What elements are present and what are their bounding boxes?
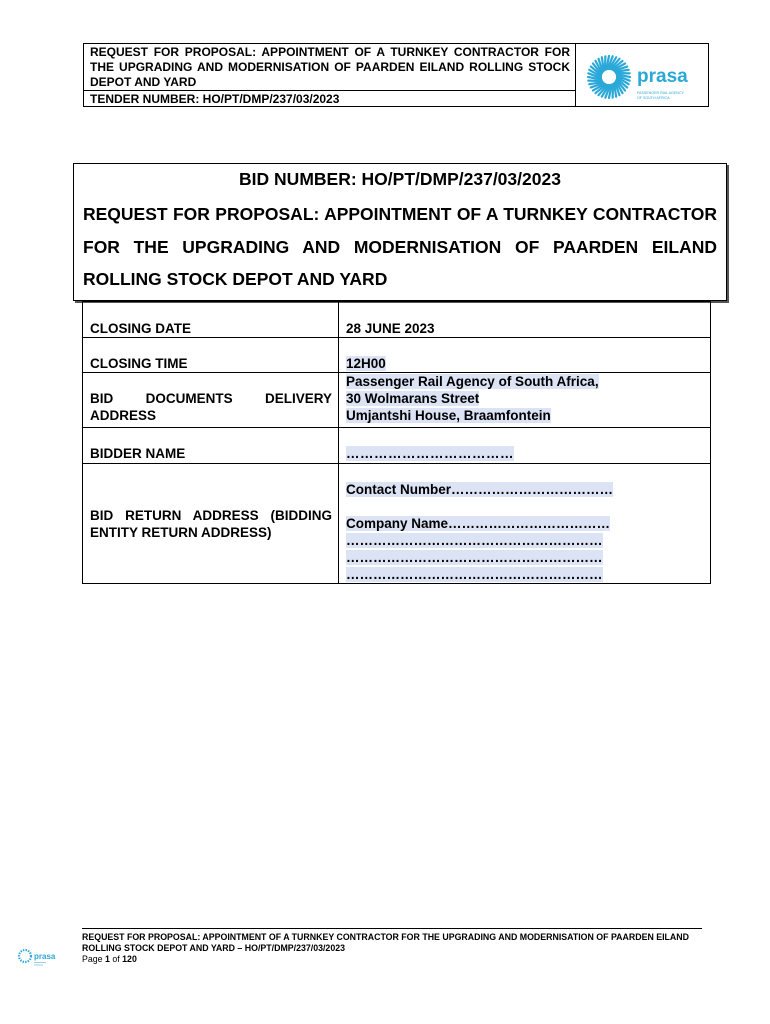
logo-tagline-line2: OF SOUTH AFRICA [637,96,670,100]
table-row [83,428,711,464]
table-row [83,338,711,373]
page-current: 1 [105,954,110,964]
bid-info-table [82,301,711,584]
logo-tagline-line1: PASSENGER RAIL AGENCY [637,91,684,95]
closing-time-value [339,338,711,373]
bidder-name-field[interactable] [339,428,711,464]
delivery-address-value [339,373,711,428]
table-row [83,373,711,428]
page-word: Page [82,954,103,964]
bid-description: REQUEST FOR PROPOSAL: APPOINTMENT OF A TURNKEY CONTRACTOR FOR THE UPGRADING AND MODERNISATION OF PAARDEN EILAND ROLLING STOCK DEPOT AND YARD [83,204,717,289]
company-name-field[interactable]: Company Name……………………………… [346,516,611,531]
bidder-name-blank[interactable]: ……………………………… [346,446,514,461]
page-footer [82,928,702,965]
page-header-table [83,43,709,107]
header-tender-number: TENDER NUMBER: HO/PT/DMP/237/03/2023 [84,90,575,107]
prasa-logo [584,51,704,103]
closing-date-label: CLOSING DATE [83,302,339,338]
header-title: REQUEST FOR PROPOSAL: APPOINTMENT OF A TURNKEY CONTRACTOR FOR THE UPGRADING AND MODERNISATION OF PAARDEN EILAND ROLLING STOCK DEPOT AND YARD [90,45,570,89]
page-of: of [112,954,120,964]
delivery-line-1: Passenger Rail Agency of South Africa, [346,374,599,389]
footer-prasa-logo-icon [17,944,61,970]
table-row [83,302,711,338]
bid-title-box [73,163,727,301]
closing-time-text: 12H00 [346,356,386,371]
closing-time-label: CLOSING TIME [83,338,339,373]
page-total: 120 [122,954,137,964]
bid-number: BID NUMBER: HO/PT/DMP/237/03/2023 [239,169,561,189]
page-number [82,954,702,965]
header-text-cell [84,44,576,106]
return-address-fields [339,464,711,584]
footer-logo [17,944,61,970]
contact-number-field[interactable]: Contact Number……………………………… [346,482,614,497]
company-address-line-1[interactable]: ………………………………………………… [346,533,603,548]
delivery-address-label: BID DOCUMENTS DELIVERY ADDRESS [83,373,339,428]
footer-logo-wordmark: prasa [34,952,56,961]
footer-title: REQUEST FOR PROPOSAL: APPOINTMENT OF A TURNKEY CONTRACTOR FOR THE UPGRADING AND MODERNISATION OF PAARDEN EILAND ROLLING STOCK DEPOT AND YARD – HO/PT/DMP/237/03/2023 [82,932,689,953]
prasa-logo-mark-icon [584,51,704,103]
company-address-line-3[interactable]: ………………………………………………… [346,567,603,582]
closing-date-value: 28 JUNE 2023 [339,302,711,338]
delivery-line-2: 30 Wolmarans Street [346,391,480,406]
delivery-line-3: Umjantshi House, Braamfontein [346,408,551,423]
table-row [83,464,711,584]
return-address-label: BID RETURN ADDRESS (BIDDING ENTITY RETURN ADDRESS) [83,464,339,584]
logo-wordmark: prasa [637,66,688,87]
company-address-line-2[interactable]: ………………………………………………… [346,550,603,565]
bidder-name-label: BIDDER NAME [83,428,339,464]
